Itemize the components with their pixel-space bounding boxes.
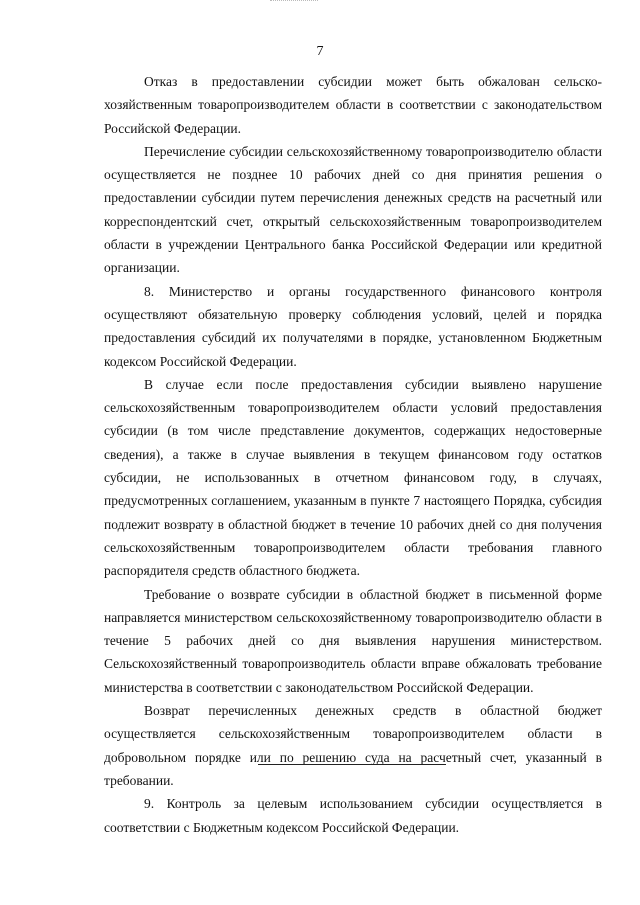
document-body bbox=[104, 70, 602, 839]
paragraph-appeal: Отказ в предоставлении субсидии может быть обжалован сельскохозяйственным товаропроизводителем области в соответствии с законодательством Российской Федерации. bbox=[104, 74, 602, 136]
paragraph-refund: Возврат перечисленных денежных средств в областной бюджет осуществляется сельскохозяйственным товаропроизводителем области в добровольном порядке или по решению суда на расчетный счет, указанный в требовании. bbox=[104, 703, 602, 788]
paragraph-return-demand: Требование о возврате субсидии в областной бюджет в письменной форме направляется министерством сельскохозяйственному товаропроизводителю области в течение 5 рабочих дней со дня выявления нарушения министерством. Сельскохозяйственный товаропроизводитель области вправе обжаловать требование министерства в соответствии с законодательством Российской Федерации. bbox=[104, 586, 602, 695]
paragraph-violation-return: В случае если после предоставления субсидии выявлено нарушение сельскохозяйственным товаропроизводителем области условий предоставления субсидии (в том числе представление документов, содержащих недостоверные сведения), а также в случае выявления в текущем финансовом году остатков субсидии, не использованных в отчетном финансовом году, в случаях, предусмотренных соглашением, указанным в пункте 7 настоящего Порядка, субсидия подлежит возврату в областной бюджет в течение 10 рабочих дней со дня получения сельскохозяйственным товаропроизводителем области требования главного распорядителя средств областного бюджета. bbox=[104, 376, 602, 579]
paragraph-section-9: 9. Контроль за целевым использованием субсидии осуществляется в соответствии с Бюджетным кодексом Российской Федерации. bbox=[104, 796, 602, 835]
paragraph-transfer: Перечисление субсидии сельскохозяйственному товаропроизводителю области осуществляется не позднее 10 рабочих дней со дня принятия решения о предоставлении субсидии путем перечисления денежных средств на расчетный или корреспондентский счет, открытый сельскохозяйственным товаропроизводителем области в учреждении Центрального банка Российской Федерации или кредитной организации. bbox=[104, 143, 602, 276]
page-number: 7 bbox=[316, 44, 324, 59]
scan-artifact bbox=[270, 0, 318, 1]
closing-rule bbox=[258, 764, 446, 765]
paragraph-section-8: 8. Министерство и органы государственного финансового контроля осуществляют обязательную проверку соблюдения условий, целей и порядка предоставления субсидий их получателями в порядке, установленном Бюджетным кодексом Российской Федерации. bbox=[104, 283, 602, 369]
